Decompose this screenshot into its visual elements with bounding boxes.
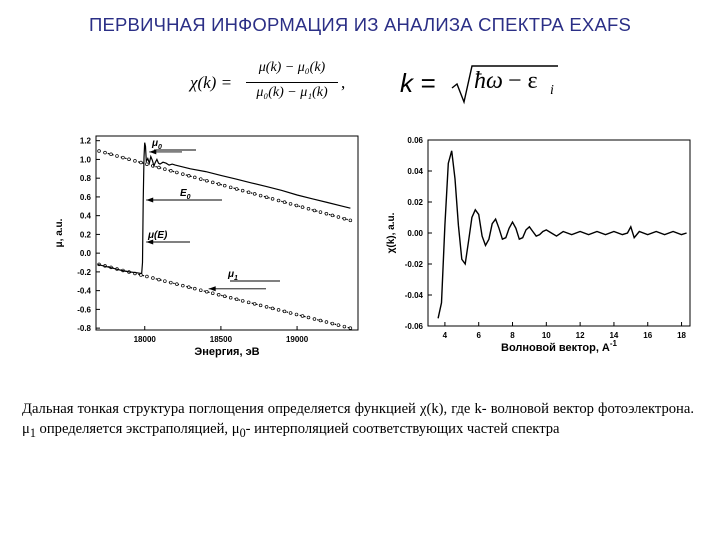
series-point-μ0 — [128, 158, 131, 161]
annotation-suffix: 0 — [186, 194, 191, 201]
series-point-μ1 — [331, 322, 334, 325]
series-point-μ0 — [134, 160, 137, 163]
y-tick-label: 0.02 — [407, 198, 423, 207]
x-tick-label: 18000 — [133, 335, 156, 344]
series-point-μ0 — [337, 216, 340, 219]
series-point-μ0 — [193, 176, 196, 179]
series-point-μ0 — [253, 193, 256, 196]
y-tick-label: -0.8 — [77, 324, 91, 334]
series-point-μ1 — [349, 327, 352, 330]
series-point-μ0 — [217, 183, 220, 186]
series-point-μ1 — [319, 319, 322, 322]
k-formula-hbar-omega: ħω — [474, 68, 503, 94]
series-point-μ0 — [313, 209, 316, 212]
k-formula-minus-epsilon: − ε — [508, 68, 538, 94]
series-point-μ1 — [289, 312, 292, 315]
plot-frame — [96, 136, 358, 330]
y-tick-label: 1.0 — [79, 155, 91, 165]
series-point-μ0 — [235, 188, 238, 191]
y-axis-label: μ, a.u. — [54, 218, 65, 248]
x-tick-label: 16 — [643, 331, 653, 340]
chi-formula — [190, 60, 360, 106]
x-tick-label: 12 — [575, 331, 585, 340]
annotation-label-μ0 — [151, 138, 162, 151]
series-point-μ0 — [205, 179, 208, 182]
series-point-μ1 — [253, 302, 256, 305]
y-tick-label: -0.4 — [77, 286, 91, 296]
series-point-μ1 — [146, 275, 149, 278]
mu1-subscript: 1 — [29, 425, 36, 440]
series-point-μ0 — [283, 201, 286, 204]
series-point-μ0 — [259, 194, 262, 197]
series-point-μ0 — [229, 186, 232, 189]
mu0-symbol: μ — [231, 421, 240, 437]
series-point-μ0 — [175, 171, 178, 174]
series-line-chi-k — [438, 151, 686, 318]
y-axis-label: χ(k), a.u. — [386, 212, 397, 254]
annotation-label-μ(E) — [147, 230, 168, 241]
y-tick-label: 0.8 — [79, 174, 91, 184]
y-tick-label: 0.00 — [407, 229, 423, 238]
series-point-μ1 — [193, 287, 196, 290]
chi-formula-lhs: χ(k) = — [190, 73, 233, 92]
series-point-μ1 — [277, 309, 280, 312]
page-title: ПЕРВИЧНАЯ ИНФОРМАЦИЯ ИЗ АНАЛИЗА СПЕКТРА EXAFS — [88, 14, 632, 35]
series-point-μ1 — [313, 318, 316, 321]
x-tick-label: 6 — [476, 331, 481, 340]
series-point-μ0 — [211, 181, 214, 184]
series-point-μ1 — [295, 313, 298, 316]
series-point-μ1 — [175, 283, 178, 286]
series-point-μ0 — [122, 156, 125, 159]
series-point-μ1 — [199, 289, 202, 292]
x-tick-label: 14 — [609, 331, 619, 340]
text-part-3: определяется экстраполяцией, — [35, 421, 232, 437]
series-point-μ1 — [259, 304, 262, 307]
y-tick-label: -0.6 — [77, 305, 91, 315]
series-point-μ0 — [301, 206, 304, 209]
series-point-μ1 — [205, 290, 208, 293]
series-point-μ1 — [307, 316, 310, 319]
series-point-μ1 — [223, 295, 226, 298]
y-tick-label: 0.6 — [79, 192, 91, 202]
mu0-subscript: 0 — [239, 425, 246, 440]
x-tick-label: 18500 — [209, 335, 233, 344]
annotation-suffix: (E) — [154, 230, 168, 241]
series-point-μ1 — [163, 280, 166, 283]
text-part-1: Дальная тонкая структура поглощения определяется функцией — [22, 401, 420, 417]
series-point-μ0 — [199, 178, 202, 181]
x-axis-label: Волновой вектор, $A^{-1}$ — [501, 339, 617, 354]
series-point-μ0 — [277, 199, 280, 202]
sqrt-sign — [450, 62, 560, 106]
x-tick-label: 10 — [541, 331, 551, 340]
series-point-μ1 — [211, 292, 214, 295]
series-point-μ0 — [307, 207, 310, 210]
x-axis-label: Энергия, эВ — [194, 346, 260, 358]
series-point-μ0 — [331, 214, 334, 217]
series-point-μ1 — [140, 274, 143, 277]
y-tick-label: 1.2 — [79, 136, 91, 146]
series-point-μ1 — [229, 296, 232, 299]
y-tick-label: -0.2 — [77, 267, 91, 277]
chi-formula-denominator: μ₀(k) − μ₁(k) — [256, 85, 328, 100]
x-tick-label: 18 — [677, 331, 687, 340]
chi-symbol: χ — [419, 401, 427, 417]
series-point-μ0 — [271, 197, 274, 200]
series-point-μ0 — [104, 151, 107, 154]
series-point-μ1 — [343, 325, 346, 328]
series-point-μ1 — [241, 299, 244, 302]
chi-formula-fraction-bar — [246, 82, 338, 83]
annotation-suffix: 1 — [234, 275, 238, 282]
mu-symbol: μ — [22, 421, 30, 437]
series-point-μ1 — [283, 310, 286, 313]
series-point-μ0 — [140, 161, 143, 164]
absorption-spectrum-chart — [40, 128, 380, 360]
y-tick-label: 0.06 — [407, 136, 423, 145]
annotation-symbol: μ — [152, 138, 159, 149]
text-part-4: - интерполяцией соответствующих частей спектра — [245, 421, 560, 437]
annotation-symbol: μ — [148, 230, 155, 241]
series-point-μ1 — [181, 284, 184, 287]
series-point-μ1 — [169, 281, 172, 284]
exafs-oscillation-chart — [378, 128, 708, 360]
y-tick-label: 0.2 — [79, 230, 91, 240]
series-point-μ0 — [295, 204, 298, 207]
chi-formula-numerator: μ(k) − μ₀(k) — [258, 60, 326, 75]
series-point-μ0 — [181, 173, 184, 176]
series-point-μ0 — [187, 174, 190, 177]
series-point-μ0 — [98, 150, 101, 153]
series-point-μ0 — [289, 202, 292, 205]
series-point-μ0 — [116, 155, 119, 158]
series-point-μ1 — [325, 321, 328, 324]
series-point-μ0 — [319, 211, 322, 214]
y-tick-label: 0.04 — [407, 167, 423, 176]
k-formula-lhs: k = — [400, 68, 436, 98]
series-point-μ1 — [152, 277, 155, 280]
series-point-μ0 — [265, 196, 268, 199]
series-point-μ0 — [223, 184, 226, 187]
annotation-arrow-head — [146, 198, 153, 203]
series-point-μ0 — [163, 168, 166, 171]
y-tick-label: -0.06 — [404, 322, 423, 331]
annotation-symbol: E — [180, 188, 187, 199]
description-paragraph — [22, 399, 694, 443]
series-point-μ1 — [271, 307, 274, 310]
series-point-μ1 — [265, 305, 268, 308]
series-point-μ1 — [301, 315, 304, 318]
text-part-2: (k), где k- волновой вектор фотоэлектрона. — [426, 401, 694, 417]
series-point-μ1 — [235, 298, 238, 301]
y-tick-label: 0.4 — [79, 211, 91, 221]
x-tick-label: 4 — [442, 331, 448, 340]
y-tick-label: 0.0 — [79, 249, 91, 259]
y-tick-label: -0.02 — [404, 260, 423, 269]
series-point-μ0 — [349, 219, 352, 222]
series-point-μ0 — [241, 189, 244, 192]
k-formula — [400, 60, 560, 106]
series-point-μ1 — [337, 324, 340, 327]
x-tick-label: 19000 — [285, 335, 309, 344]
series-point-μ0 — [247, 191, 250, 194]
k-formula-subscript-i: i — [550, 83, 554, 98]
x-axis-label-superscript: -1 — [609, 339, 617, 348]
annotation-suffix: 0 — [158, 144, 162, 151]
annotation-arrow-head — [209, 286, 216, 291]
annotation-label-μ1 — [227, 269, 238, 282]
annotation-symbol: μ — [228, 269, 235, 280]
x-tick-label: 8 — [510, 331, 515, 340]
series-point-μ1 — [157, 278, 160, 281]
series-point-μ1 — [217, 293, 220, 296]
y-tick-label: -0.04 — [404, 291, 423, 300]
series-point-μ0 — [343, 217, 346, 220]
annotation-label-E0 — [180, 188, 191, 201]
series-point-μ0 — [157, 166, 160, 169]
chi-formula-trail: , — [341, 73, 346, 92]
series-point-μ1 — [247, 301, 250, 304]
series-point-μ0 — [325, 212, 328, 215]
annotation-arrow-head — [149, 149, 156, 154]
series-point-μ1 — [187, 286, 190, 289]
series-point-μ0 — [169, 169, 172, 172]
series-point-μ0 — [110, 153, 113, 156]
